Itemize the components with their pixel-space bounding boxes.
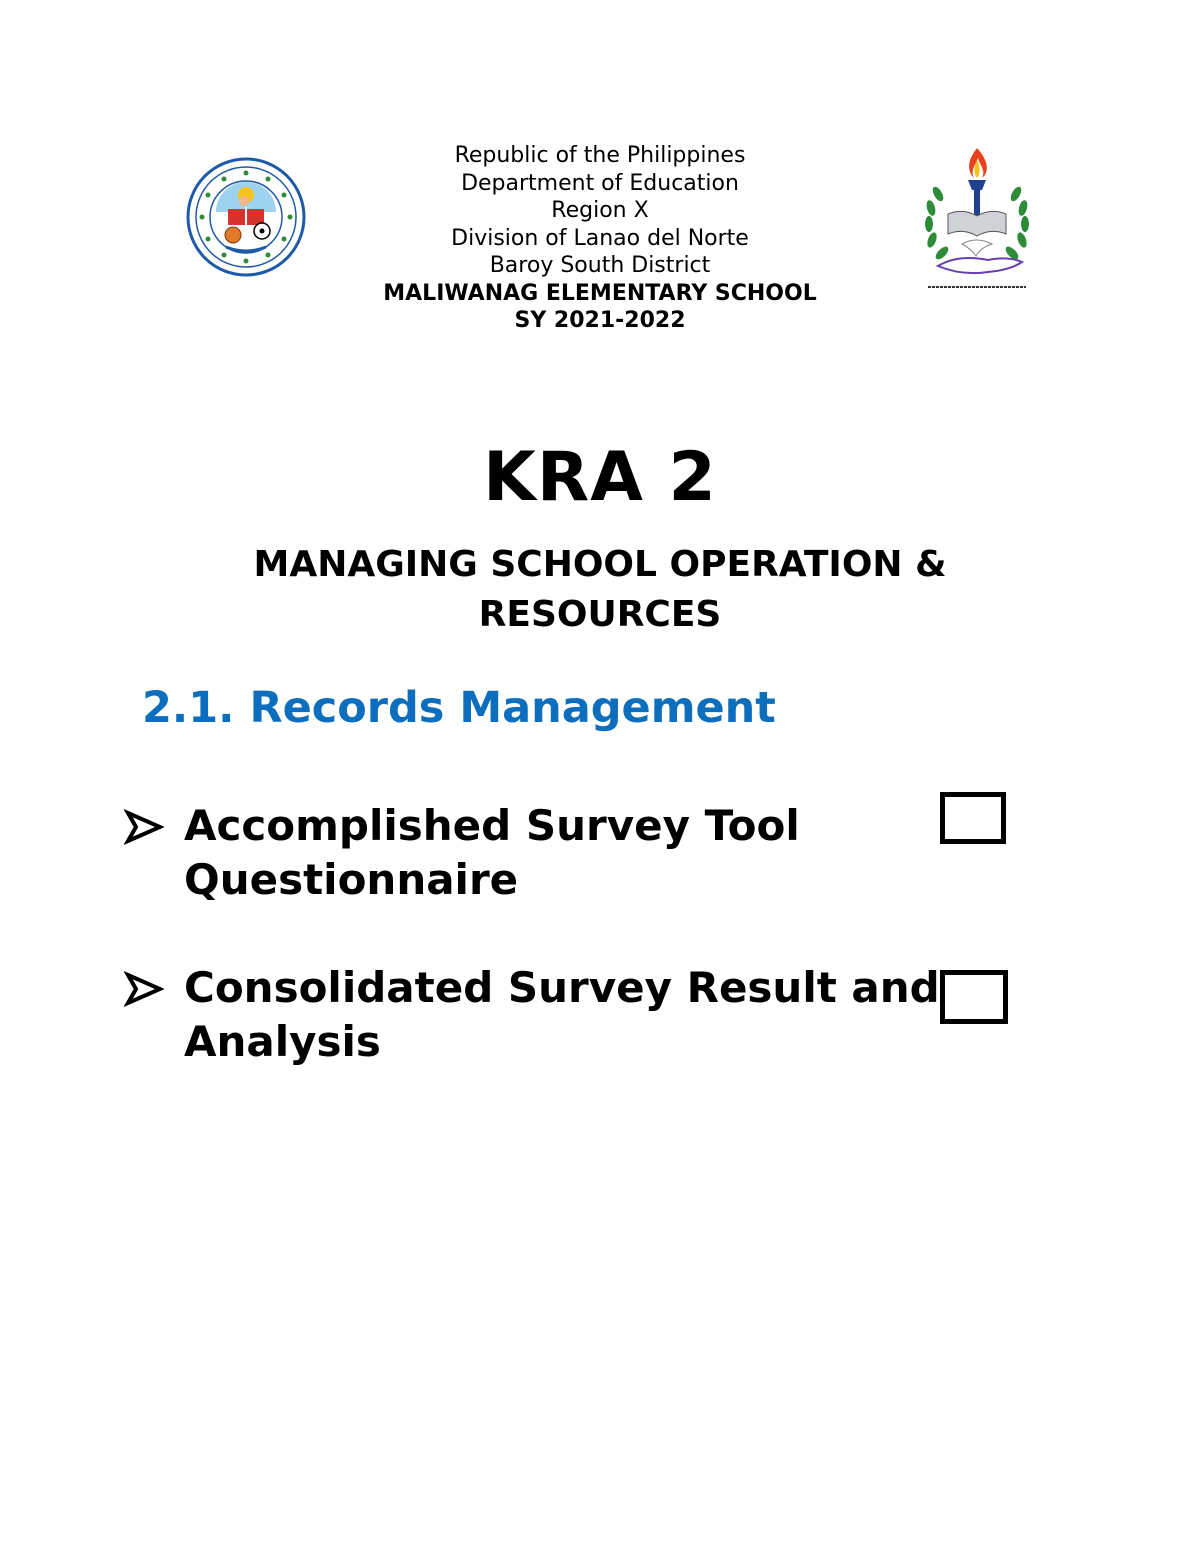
checklist-item-text <box>184 961 944 1069</box>
region-name: Region X <box>551 198 649 223</box>
division-emblem-logo <box>918 144 1036 294</box>
school-year: SY 2021-2022 <box>514 308 686 333</box>
arrowhead-bullet-icon <box>124 969 164 1009</box>
checklist-item-line: Questionnaire <box>184 855 519 904</box>
district-name: Baroy South District <box>489 253 711 278</box>
checklist-item-text <box>184 799 944 907</box>
country-name: Republic of the Philippines <box>454 143 746 168</box>
checkbox-survey-tool[interactable] <box>940 792 1006 844</box>
checklist-item-line: Consolidated Survey Result and <box>184 963 940 1012</box>
school-name: MALIWANAG ELEMENTARY SCHOOL <box>383 280 817 306</box>
division-name: Division of Lanao del Norte <box>451 225 749 251</box>
checklist-item-line: Accomplished Survey Tool <box>184 801 800 850</box>
subtitle-line: MANAGING SCHOOL OPERATION & <box>253 544 947 585</box>
subtitle-line: RESOURCES <box>478 594 722 635</box>
document-title: KRA 2 <box>483 438 717 517</box>
arrowhead-bullet-icon <box>124 807 164 847</box>
checkbox-survey-result[interactable] <box>940 970 1008 1024</box>
division-emblem-icon <box>918 144 1036 294</box>
section-heading: 2.1. Records Management <box>142 683 776 733</box>
checklist-item-line: Analysis <box>184 1017 381 1066</box>
document-subtitle <box>150 540 1050 640</box>
department-name: Department of Education <box>461 170 739 196</box>
